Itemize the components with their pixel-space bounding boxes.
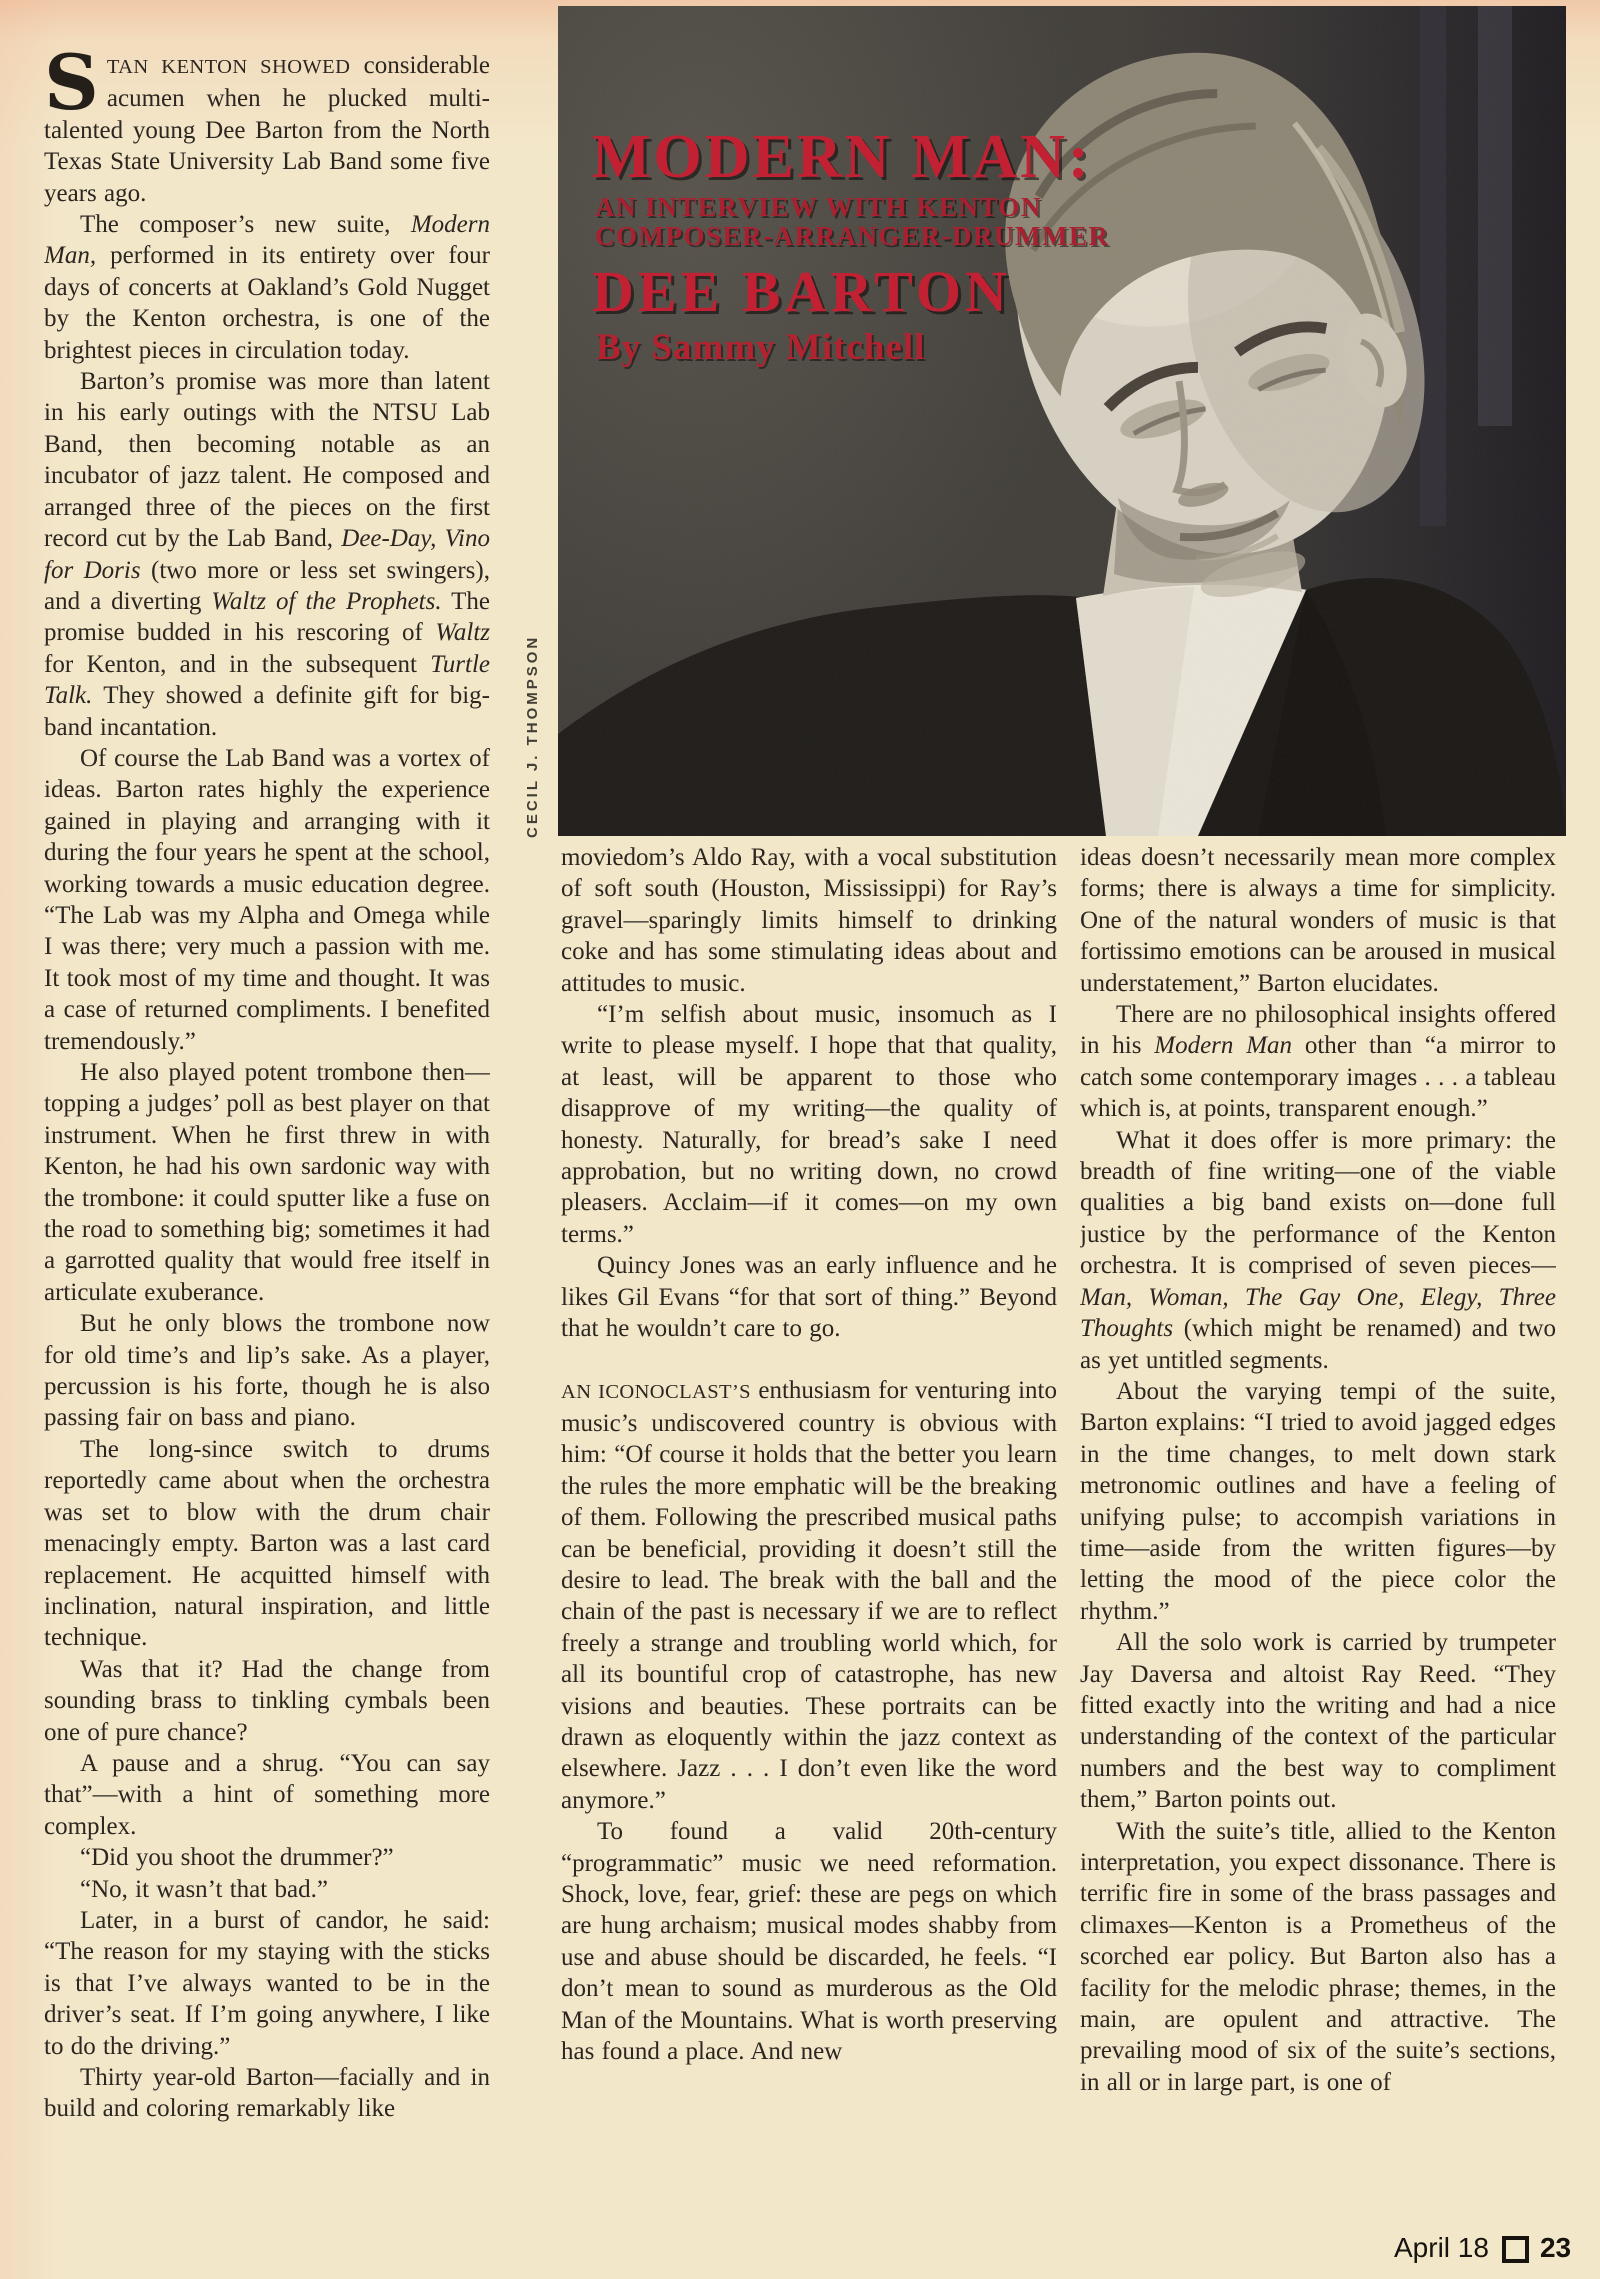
article-column-right [1080, 842, 1556, 2262]
article-column-middle [561, 842, 1057, 2262]
text-segment: Turtle Talk. [44, 650, 490, 710]
article-column-left [44, 50, 490, 2220]
text-segment: “I’m selfish about music, insomuch as I write to please myself. I hope that that quality, at least, will be apparent to those who disapprove of my writing—the quality of honesty. Naturally, for bread’s sake I need approbation, but no writing down, no crowd pleasers. Acclaim—if it comes—on my own terms.” [561, 1001, 1057, 1248]
text-segment: ideas doesn’t necessarily mean more complex forms; there is always a time for simplicity. One of the natural wonders of music is that fortissimo emotions can be aroused in musical understatement,” Barton elucidates. [1080, 844, 1556, 997]
text-segment: enthusiasm for venturing into music’s undiscovered country is obvious with him: “Of course it holds that the better you learn the rules the more emphatic will be the breaking of them. Following the prescribed musical paths can be beneficial, providing it doesn’t still the desire to lead. The break with the ball and the chain of the past is necessary if we are to reflect freely a strange and troubling world which, for all its bountiful crop of catastrophe, has new visions and beauties. These portraits can be drawn as eloquently within the jazz context as elsewhere. Jazz . . . I don’t even like the word anymore.” [561, 1376, 1057, 1814]
text-segment: Quincy Jones was an early influence and he likes Gil Evans “for that sort of thing.” Beyond that he wouldn’t care to go. [561, 1252, 1057, 1343]
paragraph [44, 1654, 490, 1748]
text-segment: other than “a mirror to catch some contemporary images . . . a tableau which is, at points, transparent enough.” [1080, 1032, 1556, 1123]
text-segment: A pause and a shrug. “You can say that”—with a hint of something more complex. [44, 1749, 490, 1840]
text-segment: All the solo work is carried by trumpeter Jay Daversa and altoist Ray Reed. “They fitted exactly into the writing and had a nice understanding of the context of the particular numbers and the best way to compliment them,” Barton points out. [1080, 1629, 1556, 1814]
headline-kicker-2: COMPOSER-ARRANGER-DRUMMER [595, 221, 1110, 251]
portrait-photo [558, 6, 1566, 836]
headline-title: MODERN MAN: [592, 123, 1092, 191]
text-segment: They showed a definite gift for big-band incantation. [44, 682, 490, 741]
drop-cap: S [44, 50, 99, 127]
paragraph [44, 366, 490, 743]
paragraph [561, 1250, 1057, 1344]
headline-subject: DEE BARTON [592, 259, 1011, 324]
paragraph [1080, 999, 1556, 1125]
text-segment: Modern Man [1154, 1032, 1293, 1060]
text-segment: Was that it? Had the change from sounding brass to tinkling cymbals been one of pure chance? [44, 1655, 490, 1746]
text-segment: performed in its entirety over four days of concerts at Oakland’s Gold Nugget by the Kenton orchestra, is one of the brightest pieces in circulation today. [44, 242, 490, 364]
text-segment: Barton’s promise was more than latent in his early outings with the NTSU Lab Band, then becoming notable as an incubator of jazz talent. He composed and arranged three of the pieces on the first record cut by the Lab Band, [44, 368, 490, 553]
paragraph [44, 1748, 490, 1842]
paragraph [44, 50, 490, 209]
paragraph [44, 2062, 490, 2125]
text-segment: Later, in a burst of candor, he said: “The reason for my staying with the sticks is that I’ve always wanted to be in the driver’s seat. If I’m going anywhere, I like to do the driving.” [44, 1906, 490, 2060]
text-segment: considerable acumen when he plucked multi-talented young Dee Barton from the North Texas State University Lab Band some five years ago. [44, 52, 490, 207]
text-segment: The long-since switch to drums reportedly came about when the orchestra was set to blow with the drum chair menacingly empty. Barton was a last card replacement. He acquitted himself with inclination, natural inspiration, and little technique. [44, 1435, 490, 1652]
issue-date: April 18 [1394, 2232, 1489, 2263]
paragraph [44, 209, 490, 366]
text-segment: But he only blows the trombone now for old time’s and lip’s sake. As a player, percussion is his forte, though he is also passing fair on bass and piano. [44, 1310, 490, 1432]
photo-credit: CECIL J. THOMPSON [524, 634, 541, 838]
text-segment: for Kenton, and in the subsequent [44, 650, 431, 678]
paragraph [561, 1375, 1057, 1817]
paragraph [44, 1057, 490, 1308]
paragraph [44, 1842, 490, 1873]
text-segment: Waltz of the Prophets. [211, 587, 442, 615]
text-segment: The promise budded in his rescoring of [44, 587, 490, 647]
text-segment: “Did you shoot the drummer?” [80, 1844, 394, 1872]
text-segment: Waltz [435, 619, 490, 647]
headline-kicker-1: AN INTERVIEW WITH KENTON [595, 192, 1042, 222]
paragraph [44, 743, 490, 1057]
text-segment: The composer’s new suite, [80, 211, 411, 239]
text-segment: Dee-Day, Vino for Doris [44, 525, 490, 584]
paragraph [561, 999, 1057, 1250]
paragraph [1080, 1816, 1556, 2099]
paragraph [1080, 1627, 1556, 1815]
paragraph [1080, 1376, 1556, 1627]
headline-byline: By Sammy Mitchell [596, 327, 926, 368]
text-segment: What it does offer is more primary: the breadth of fine writing—one of the viable qualities a big band exists on—done full justice by the performance of the Kenton orchestra. It is comprised of seven pieces— [1080, 1126, 1556, 1280]
paragraph [1080, 1125, 1556, 1376]
paragraph [1080, 842, 1556, 999]
paragraph [44, 1874, 490, 1905]
text-segment: (two more or less set swingers), and a diverting [44, 556, 490, 615]
page-number: 23 [1539, 2232, 1572, 2263]
text-segment: Of course the Lab Band was a vortex of ideas. Barton rates highly the experience gained in playing and arranging with it during the four years he spent at the school, working towards a music education degree. “The Lab was my Alpha and Omega while I was there; very much a passion with me. It took most of my time and thought. It was a case of returned compliments. I benefited tremendously.” [44, 744, 490, 1055]
text-segment: About the varying tempi of the suite, Barton explains: “I tried to avoid jagged edges in the time changes, to melt down stark metronomic outlines and have a feeling of unifying pulse; to accompish variations in time—aside from the written figures—by letting the mood of the piece color the rhythm.” [1080, 1377, 1556, 1625]
text-segment: Modern Man, [44, 211, 490, 270]
text-segment: To found a valid 20th-century “programmatic” music we need reformation. Shock, love, fear, grief: these are pegs on which are hung archaism; musical modes shabby from use and abuse should be discarded, he feels. “I don’t mean to sound as murderous as the Old Man of the Mountains. What is worth preserving has found a place. And new [561, 1818, 1057, 2066]
paragraph [561, 842, 1057, 999]
paragraph [44, 1308, 490, 1434]
page-footer [1394, 2232, 1571, 2264]
text-segment: moviedom’s Aldo Ray, with a vocal substitution of soft south (Houston, Mississippi) for Ray’s gravel—sparingly limits himself to drinking coke and has some stimulating ideas about and attitudes to music. [561, 844, 1057, 997]
text-segment: (which might be renamed) and two as yet untitled segments. [1080, 1315, 1556, 1374]
text-segment: Man, Woman, The Gay One, Elegy, Three Thoughts [1080, 1283, 1556, 1343]
text-segment: Thirty year-old Barton—facially and in build and coloring remarkably like [44, 2064, 490, 2123]
text-segment: “No, it wasn’t that bad.” [80, 1875, 328, 1903]
text-segment: With the suite’s title, allied to the Kenton interpretation, you expect dissonance. There is terrific fire in some of the brass passages and climaxes—Kenton is a Prometheus of the scorched ear policy. But Barton also has a facility for the melodic phrase; themes, in the main, are opulent and attractive. The prevailing mood of six of the suite’s sections, in all or in large part, is one of [1080, 1817, 1556, 2096]
square-icon [1502, 2236, 1529, 2263]
text-segment: He also played potent trombone then—topping a judges’ poll as best player on that instrument. When he first threw in with Kenton, he had his own sardonic way with the trombone: it could sputter like a fuse on the road to something big; sometimes it had a garrotted quality that would free itself in articulate exuberance. [44, 1059, 490, 1306]
paragraph [44, 1905, 490, 2062]
text-segment: There are no philosophical insights offered in his [1080, 1001, 1556, 1060]
text-segment: TAN KENTON SHOWED [106, 56, 351, 78]
text-segment: AN ICONOCLAST’S [561, 1380, 751, 1403]
paragraph [44, 1434, 490, 1654]
paragraph [561, 1816, 1057, 2067]
